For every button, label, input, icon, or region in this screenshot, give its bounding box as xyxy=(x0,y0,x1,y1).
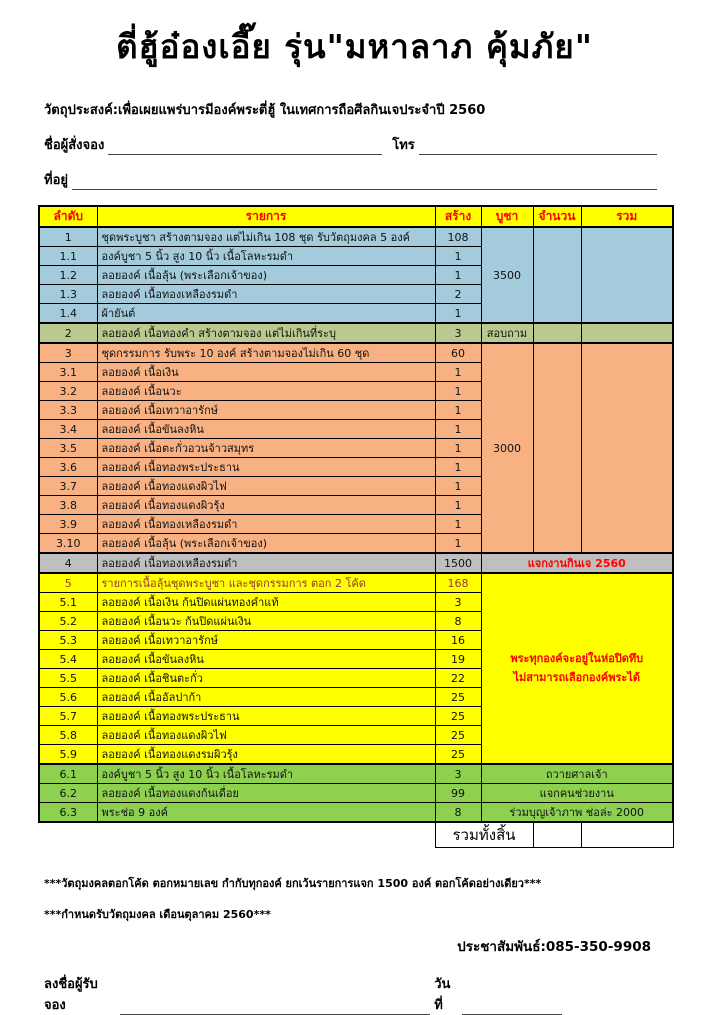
row-item: ลอยองค์ เนื้อเงิน ก้นปิดแผ่นทองคำแท้ xyxy=(97,593,435,612)
row-note-cell: ร่วมบุญเจ้าภาพ ช่อล่ะ 2000 xyxy=(481,803,673,823)
row-item: ลอยองค์ เนื้อนวะ xyxy=(97,382,435,401)
row-made: 1 xyxy=(435,477,481,496)
row-item: ลอยองค์ เนื้อทองเหลืองรมดำ xyxy=(97,285,435,304)
row-made: 1 xyxy=(435,382,481,401)
row-made: 168 xyxy=(435,573,481,593)
row-no: 3.5 xyxy=(39,439,97,458)
quantity-cell[interactable] xyxy=(533,227,581,323)
table-row xyxy=(39,323,673,343)
row-no: 1.1 xyxy=(39,247,97,266)
date-input[interactable] xyxy=(462,998,562,1015)
row-made: 3 xyxy=(435,593,481,612)
table-row xyxy=(39,784,673,803)
row-no: 5.4 xyxy=(39,650,97,669)
row-no: 3.7 xyxy=(39,477,97,496)
row-made: 1 xyxy=(435,304,481,324)
footer-note-2: ***กำหนดรับวัตถุมงคล เดือนตุลาคม 2560*** xyxy=(44,908,271,921)
row-no: 5.9 xyxy=(39,745,97,765)
order-table-head-row xyxy=(39,206,673,227)
column-header-3: บูชา xyxy=(481,206,533,227)
row-no: 2 xyxy=(39,323,97,343)
row-item: รายการเนื้อลุ้นชุดพระบูชา และชุดกรรมการ ตอก 2 โค้ด xyxy=(97,573,435,593)
row-made: 1 xyxy=(435,515,481,534)
row-item: ลอยองค์ เนื้อทองพระประธาน xyxy=(97,707,435,726)
row-no: 6.1 xyxy=(39,764,97,784)
table-row xyxy=(39,343,673,363)
row-made: 1500 xyxy=(435,553,481,573)
row-item: ลอยองค์ เนื้อลุ้น (พระเลือกเจ้าของ) xyxy=(97,266,435,285)
order-table-body xyxy=(39,227,673,822)
row-made: 1 xyxy=(435,458,481,477)
date-label: วันที่ xyxy=(434,977,451,1013)
row-made: 2 xyxy=(435,285,481,304)
row-made: 60 xyxy=(435,343,481,363)
row-no: 1.3 xyxy=(39,285,97,304)
row-no: 3 xyxy=(39,343,97,363)
bignote-cell: พระทุกองค์จะอยู่ในห่อปิดทึบ ไม่สามารถเลือกองค์พระได้ xyxy=(481,573,673,764)
row-item: ลอยองค์ เนื้อทองเหลืองรมดำ xyxy=(97,515,435,534)
row-no: 3.10 xyxy=(39,534,97,554)
grand-total-label: รวมทั้งสิ้น xyxy=(435,822,533,848)
quantity-cell[interactable] xyxy=(533,343,581,553)
bucha-price-cell: สอบถาม xyxy=(481,323,533,343)
row-item: ลอยองค์ เนื้อทองแดงผิวรุ้ง xyxy=(97,496,435,515)
row-no: 3.2 xyxy=(39,382,97,401)
row-no: 3.6 xyxy=(39,458,97,477)
row-no: 5.3 xyxy=(39,631,97,650)
row-item: ชุดกรรมการ รับพระ 10 องค์ สร้างตามจองไม่เกิน 60 ชุด xyxy=(97,343,435,363)
row-item: ลอยองค์ เนื้อทองแดงผิวไฟ xyxy=(97,726,435,745)
row-no: 3.4 xyxy=(39,420,97,439)
row-item: องค์บูชา 5 นิ้ว สูง 10 นิ้ว เนื้อโลหะรมดำ xyxy=(97,247,435,266)
row-item: ลอยองค์ เนื้อทองแดงรมผิวรุ้ง xyxy=(97,745,435,765)
page-title: ตี่ฮู้อ๋องเอี๊ย รุ่น"มหาลาภ คุ้มภัย" xyxy=(116,27,593,66)
row-item: ลอยองค์ เนื้อขันลงหิน xyxy=(97,650,435,669)
row-item: ลอยองค์ เนื้อนวะ ก้นปิดแผ่นเงิน xyxy=(97,612,435,631)
row-made: 19 xyxy=(435,650,481,669)
row-made: 22 xyxy=(435,669,481,688)
row-no: 1.2 xyxy=(39,266,97,285)
row-note-cell: แจกคนช่วยงาน xyxy=(481,784,673,803)
row-made: 8 xyxy=(435,612,481,631)
row-made: 8 xyxy=(435,803,481,823)
row-no: 6.3 xyxy=(39,803,97,823)
row-made: 1 xyxy=(435,401,481,420)
address-row xyxy=(44,169,661,190)
sign-input[interactable] xyxy=(120,998,430,1015)
contact-line: ประชาสัมพันธ์:085-350-9908 xyxy=(457,939,651,955)
row-no: 6.2 xyxy=(39,784,97,803)
row-item: ลอยองค์ เนื้อทองแดงก้นเดื่อย xyxy=(97,784,435,803)
row-made: 1 xyxy=(435,247,481,266)
row-no: 5.8 xyxy=(39,726,97,745)
row-made: 1 xyxy=(435,534,481,554)
phone-label: โทร xyxy=(392,138,415,153)
row-no: 3.9 xyxy=(39,515,97,534)
row-no: 3.3 xyxy=(39,401,97,420)
orderer-row xyxy=(44,134,661,155)
row-no: 3.8 xyxy=(39,496,97,515)
column-header-0: ลำดับ xyxy=(39,206,97,227)
row-made: 1 xyxy=(435,439,481,458)
grand-total-amount-cell[interactable] xyxy=(581,822,673,848)
row-made: 1 xyxy=(435,266,481,285)
orderer-name-label: ชื่อผู้สั่งจอง xyxy=(44,138,105,153)
row-no: 5.1 xyxy=(39,593,97,612)
total-cell[interactable] xyxy=(581,227,673,323)
row-item: ลอยองค์ เนื้อทองเหลืองรมดำ xyxy=(97,553,435,573)
column-header-4: จำนวน xyxy=(533,206,581,227)
row-no: 5.7 xyxy=(39,707,97,726)
order-table xyxy=(38,205,674,848)
row-item: ลอยองค์ เนื้ออัลปาก้า xyxy=(97,688,435,707)
table-row xyxy=(39,803,673,823)
row-no: 4 xyxy=(39,553,97,573)
total-cell[interactable] xyxy=(581,323,673,343)
address-label: ที่อยู่ xyxy=(44,173,68,188)
sign-row xyxy=(44,973,566,1015)
row-made: 108 xyxy=(435,227,481,247)
row-no: 5.5 xyxy=(39,669,97,688)
column-header-5: รวม xyxy=(581,206,673,227)
row-item: ลอยองค์ เนื้อเทวาอารักษ์ xyxy=(97,631,435,650)
summary-row xyxy=(39,822,673,848)
purpose-line: วัตถุประสงค์:เพื่อเผยแพร่บารมีองค์พระตี่ฮู้ ในเทศการถือศีลกินเจประจำปี 2560 xyxy=(44,103,486,118)
row-made: 1 xyxy=(435,363,481,382)
row-item: ลอยองค์ เนื้อขันลงหิน xyxy=(97,420,435,439)
row-item: ลอยองค์ เนื้อทองแดงผิวไฟ xyxy=(97,477,435,496)
row-item: พระช่อ 9 องค์ xyxy=(97,803,435,823)
total-cell[interactable] xyxy=(581,343,673,553)
row-no: 1.4 xyxy=(39,304,97,324)
bucha-price-cell: 3500 xyxy=(481,227,533,323)
row-item: ชุดพระบูชา สร้างตามจอง แต่ไม่เกิน 108 ชุด รับวัตถุมงคล 5 องค์ xyxy=(97,227,435,247)
table-row xyxy=(39,573,673,593)
row-item: องค์บูชา 5 นิ้ว สูง 10 นิ้ว เนื้อโลหะรมดำ xyxy=(97,764,435,784)
column-header-2: สร้าง xyxy=(435,206,481,227)
row-no: 5 xyxy=(39,573,97,593)
column-header-1: รายการ xyxy=(97,206,435,227)
row-item: ลอยองค์ เนื้อเทวาอารักษ์ xyxy=(97,401,435,420)
row-item: ลอยองค์ เนื้อชินตะกั่ว xyxy=(97,669,435,688)
row-item: ผ้ายันต์ xyxy=(97,304,435,324)
grand-total-quantity-cell[interactable] xyxy=(533,822,581,848)
row-item: ลอยองค์ เนื้อลุ้น (พระเลือกเจ้าของ) xyxy=(97,534,435,554)
row-made: 1 xyxy=(435,420,481,439)
row-made: 1 xyxy=(435,496,481,515)
row-made: 25 xyxy=(435,745,481,765)
table-row xyxy=(39,227,673,247)
orderer-name-input[interactable] xyxy=(108,138,382,155)
table-row xyxy=(39,553,673,573)
row-made: 25 xyxy=(435,688,481,707)
row-no: 5.6 xyxy=(39,688,97,707)
row-made: 3 xyxy=(435,764,481,784)
row-no: 1 xyxy=(39,227,97,247)
row-note-cell: ถวายศาลเจ้า xyxy=(481,764,673,784)
row-no: 5.2 xyxy=(39,612,97,631)
row-no: 3.1 xyxy=(39,363,97,382)
summary-spacer xyxy=(39,822,435,848)
row-item: ลอยองค์ เนื้อเงิน xyxy=(97,363,435,382)
quantity-cell[interactable] xyxy=(533,323,581,343)
row-made: 3 xyxy=(435,323,481,343)
row-item: ลอยองค์ เนื้อทองคำ สร้างตามจอง แต่ไม่เกินที่ระบุ xyxy=(97,323,435,343)
row-item: ลอยองค์ เนื้อทองพระประธาน xyxy=(97,458,435,477)
sign-label: ลงชื่อผู้รับจอง xyxy=(44,977,98,1013)
row-made: 25 xyxy=(435,726,481,745)
phone-input[interactable] xyxy=(419,138,657,155)
row-made: 16 xyxy=(435,631,481,650)
bucha-price-cell: 3000 xyxy=(481,343,533,553)
table-row xyxy=(39,764,673,784)
footer-note-1: ***วัตถุมงคลตอกโค้ด ตอกหมายเลข กำกับทุกองค์ ยกเว้นรายการแจก 1500 องค์ ตอกโค้ดอย่างเดียว*** xyxy=(44,877,542,890)
row-made: 25 xyxy=(435,707,481,726)
row-item: ลอยองค์ เนื้อตะกั่วอวนจ้าวสมุทร xyxy=(97,439,435,458)
address-input[interactable] xyxy=(72,173,657,190)
row-made: 99 xyxy=(435,784,481,803)
note-cell: แจกงานกินเจ 2560 xyxy=(481,553,673,573)
order-form-page xyxy=(0,20,709,1013)
